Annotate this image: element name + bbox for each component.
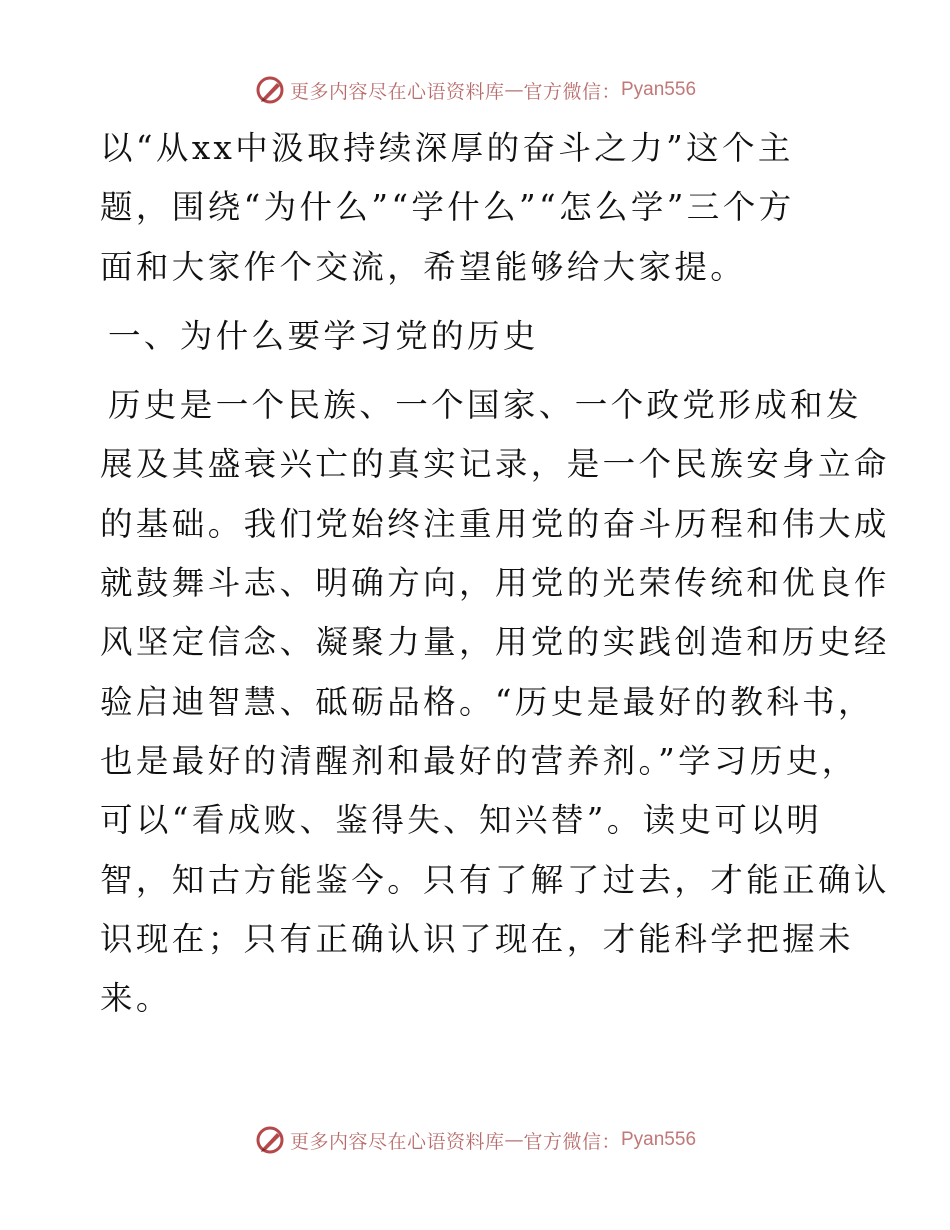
text-line: 智，知古方能鉴今。只有了解了过去，才能正确认 [100, 860, 890, 899]
footer-banner [0, 1120, 950, 1160]
text-line: 历史是一个民族、一个国家、一个政党形成和发 [108, 386, 862, 425]
banner-handle: Pyan556 [621, 1129, 697, 1150]
text-line: 的基础。我们党始终注重用党的奋斗历程和伟大成 [100, 504, 890, 543]
text-line: 以“从xx中汲取持续深厚的奋斗之力”这个主 [100, 129, 794, 167]
banner-handle: Pyan556 [621, 79, 697, 100]
section-heading: 一、为什么要学习党的历史 [108, 316, 539, 355]
text-line: 验启迪智慧、砥砺品格。“历史是最好的教科书， [100, 682, 874, 721]
text-line: 识现在；只有正确认识了现在，才能科学把握未 [100, 919, 854, 958]
paragraph-intro [100, 119, 860, 297]
text-line: 风坚定信念、凝聚力量，用党的实践创造和历史经 [100, 623, 890, 662]
text-line: 可以“看成败、鉴得失、知兴替”。读史可以明 [100, 801, 823, 840]
pen-logo-icon [254, 74, 286, 106]
document-body [100, 119, 890, 1028]
text-line: 面和大家作个交流，希望能够给大家提。 [100, 247, 747, 286]
paragraph-history [100, 376, 890, 1028]
banner-text: 更多内容尽在心语资料库 [289, 80, 505, 103]
banner-label: 官方微信： [523, 1130, 621, 1153]
banner-text: 更多内容尽在心语资料库 [289, 1130, 505, 1153]
text-line: 也是最好的清醒剂和最好的营养剂。”学习历史， [100, 741, 858, 780]
banner-label: 官方微信： [523, 80, 621, 103]
pen-logo-icon [254, 1124, 286, 1156]
banner-separator: — [504, 79, 524, 101]
text-line: 来。 [100, 979, 172, 1018]
banner-separator: — [504, 1129, 524, 1151]
header-banner [0, 70, 950, 110]
text-line: 就鼓舞斗志、明确方向，用党的光荣传统和优良作 [100, 564, 890, 603]
text-line: 题，围绕“为什么”“学什么”“怎么学”三个方 [100, 188, 795, 227]
text-line: 展及其盛衰兴亡的真实记录，是一个民族安身立命 [100, 445, 890, 484]
